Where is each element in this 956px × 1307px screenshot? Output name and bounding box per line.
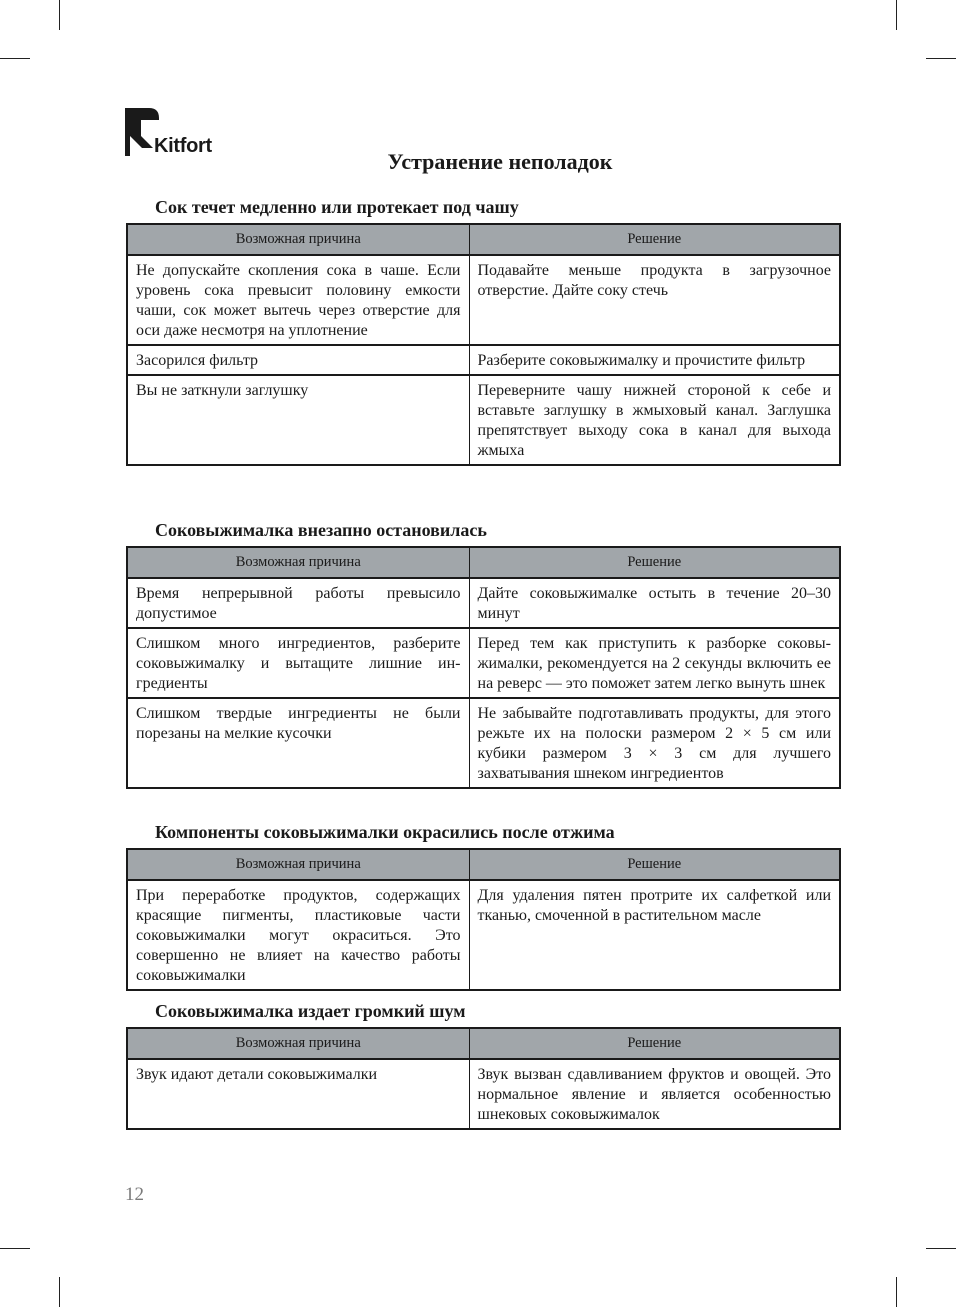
table-header-row bbox=[127, 224, 840, 255]
table-row bbox=[127, 1059, 840, 1129]
solution-cell: Подавайте меньше продукта в загрузочное отверстие. Дайте соку стечь bbox=[469, 255, 840, 345]
solution-cell: Для удаления пятен протрите их салфеткой или тканью, смоченной в растительном масле bbox=[469, 880, 840, 990]
header-cause: Возможная причина bbox=[127, 547, 469, 578]
header-cause: Возможная причина bbox=[127, 849, 469, 880]
table-header-row bbox=[127, 547, 840, 578]
troubleshooting-table bbox=[126, 546, 841, 789]
section-slow-juice bbox=[126, 196, 841, 466]
header-solution: Решение bbox=[469, 849, 840, 880]
cause-cell: Слишком твердые ингредиенты не были порезаны на мелкие кусочки bbox=[127, 698, 469, 788]
cause-cell: Не допускайте скопления сока в чаше. Если уровень сока превысит половину емкости чаши, сок может вытечь через отверстие для оси даже несмотря на уплотнение bbox=[127, 255, 469, 345]
cause-cell: Звук идают детали соковыжималки bbox=[127, 1059, 469, 1129]
section-loud-noise bbox=[126, 1000, 841, 1130]
solution-cell: Переверните чашу нижней стороной к себе и вставьте заглушку в жмыховый канал. Заглушка препятствует выходу сока в канал для выхода жмыха bbox=[469, 375, 840, 465]
table-row bbox=[127, 255, 840, 345]
table-header-row bbox=[127, 1028, 840, 1059]
table-row bbox=[127, 880, 840, 990]
table-row bbox=[127, 628, 840, 698]
section-title: Компоненты соковыжималки окрасились после отжима bbox=[155, 822, 615, 842]
crop-mark bbox=[926, 1248, 956, 1249]
section-staining bbox=[126, 821, 841, 991]
table-row bbox=[127, 345, 840, 375]
cause-cell: Слишком много ингредиентов, разберите соковыжималку и вытащите лишние ингредиенты bbox=[127, 628, 469, 698]
section-title: Сок течет медленно или протекает под чашу bbox=[155, 197, 519, 217]
cause-cell: При переработке продуктов, содержащих красящие пигменты, пластиковые части соковыжималки могут окраситься. Это совершенно не влияет на качество работы соковыжималки bbox=[127, 880, 469, 990]
troubleshooting-table bbox=[126, 223, 841, 466]
table-header-row bbox=[127, 849, 840, 880]
crop-mark bbox=[896, 0, 897, 30]
cause-cell: Вы не заткнули заглушку bbox=[127, 375, 469, 465]
table-row bbox=[127, 698, 840, 788]
solution-cell: Не забывайте подготавливать продукты, для этого режьте их на полоски размером 2 × 5 см или кубики размером 3 × 3 см для лучшего захватывания шнеком ингредиентов bbox=[469, 698, 840, 788]
cause-cell: Время непрерывной работы превысило допустимое bbox=[127, 578, 469, 628]
crop-mark bbox=[0, 58, 30, 59]
section-title: Соковыжималка издает громкий шум bbox=[155, 1001, 466, 1021]
crop-mark bbox=[0, 1248, 30, 1249]
header-solution: Решение bbox=[469, 1028, 840, 1059]
solution-cell: Перед тем как приступить к разборке соковыжималки, рекомендуется на 2 секунды включить ее на реверс — это поможет затем легко вынуть шнек bbox=[469, 628, 840, 698]
crop-mark bbox=[926, 58, 956, 59]
header-solution: Решение bbox=[469, 224, 840, 255]
crop-mark bbox=[59, 1277, 60, 1307]
header-solution: Решение bbox=[469, 547, 840, 578]
solution-cell: Звук вызван сдавливанием фруктов и овощей. Это нормальное явление и является особенностью шнековых соковыжималок bbox=[469, 1059, 840, 1129]
cause-cell: Засорился фильтр bbox=[127, 345, 469, 375]
crop-mark bbox=[896, 1277, 897, 1307]
brand-name: Kitfort bbox=[154, 135, 212, 157]
troubleshooting-table bbox=[126, 848, 841, 991]
header-cause: Возможная причина bbox=[127, 224, 469, 255]
section-sudden-stop bbox=[126, 519, 841, 789]
section-title: Соковыжималка внезапно остановилась bbox=[155, 520, 487, 540]
header-cause: Возможная причина bbox=[127, 1028, 469, 1059]
table-row bbox=[127, 578, 840, 628]
page-title: Устранение неполадок bbox=[387, 149, 613, 174]
table-row bbox=[127, 375, 840, 465]
troubleshooting-table bbox=[126, 1027, 841, 1130]
page-number: 12 bbox=[125, 1184, 144, 1205]
solution-cell: Дайте соковыжималке остыть в течение 20–30 минут bbox=[469, 578, 840, 628]
solution-cell: Разберите соковыжималку и прочистите фильтр bbox=[469, 345, 840, 375]
crop-mark bbox=[59, 0, 60, 30]
